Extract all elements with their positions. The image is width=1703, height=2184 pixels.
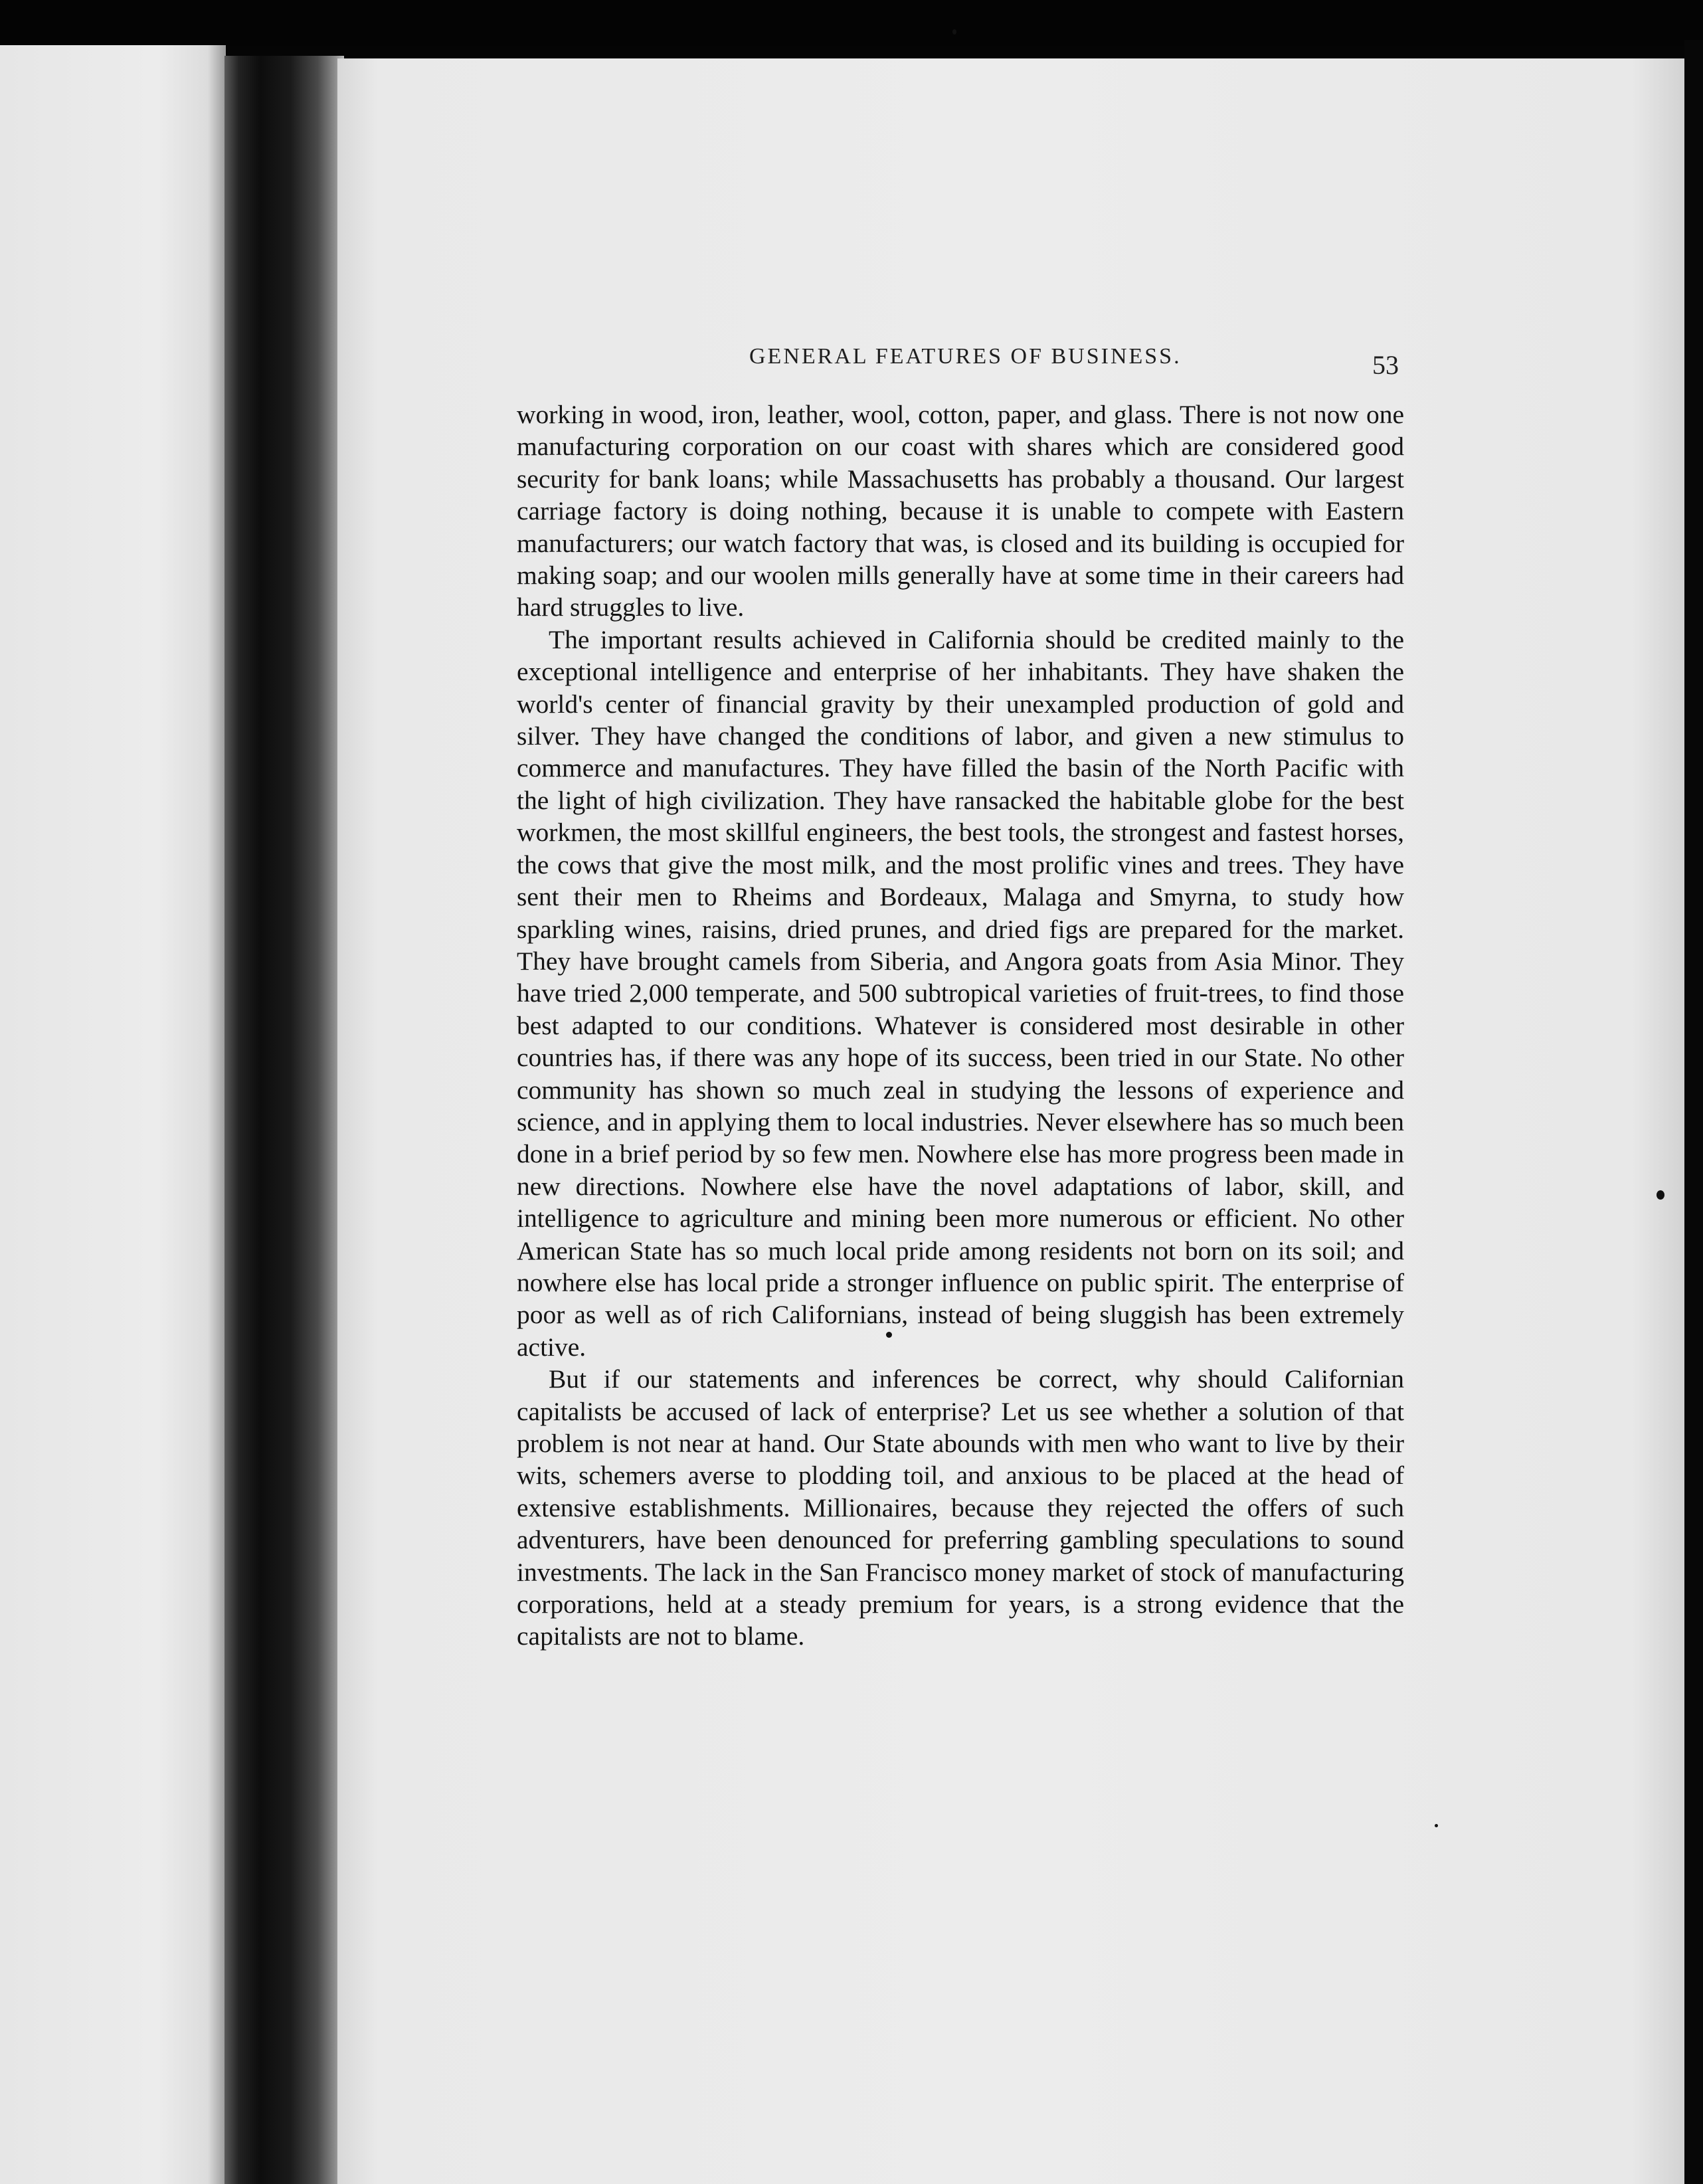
dust-speck xyxy=(1435,1824,1438,1827)
running-head: GENERAL FEATURES OF BUSINESS. xyxy=(749,344,1182,369)
paragraph: But if our statements and inferences be correct, why should Californian capitalists be accused of lack of enterprise? Let us see whether a solution of that problem is not near at hand. Our State abounds with men who want to live by their wits, schemers averse to plodding toil, and anxious to be placed at the head of extensive establishments. Millionaires, because they rejected the offers of such adventurers, have been denounced for preferring gambling speculations to sound investments. The lack in the San Francisco money market of stock of manufacturing corporations, held at a steady premium for years, is a strong evidence that the capitalists are not to blame. xyxy=(517,1364,1404,1651)
facing-page-edge xyxy=(0,45,226,2184)
dust-speck xyxy=(1657,1190,1664,1200)
page-number: 53 xyxy=(1372,350,1399,380)
scan-background-right xyxy=(1684,40,1703,2184)
body-text xyxy=(517,399,1404,1653)
paragraph: working in wood, iron, leather, wool, cotton, paper, and glass. There is not now one manufacturing corporation on our coast with shares which are considered good security for bank loans; while Massachusetts has probably a thousand. Our largest carriage factory is doing nothing, because it is unable to compete with Eastern manufacturers; our watch factory that was, is closed and its building is occupied for making soap; and our woolen mills generally have at some time in their careers had hard struggles to live. xyxy=(517,400,1404,622)
paragraph: The important results achieved in California should be credited mainly to the exceptional intelligence and enterprise of her inhabitants. They have shaken the world's center of financial gravity by their unexampled production of gold and silver. They have changed the conditions of labor, and given a new stimulus to commerce and manufactures. They have filled the basin of the North Pacific with the light of high civilization. They have ransacked the habitable globe for the best workmen, the most skillful engineers, the best tools, the strongest and fastest horses, the cows that give the most milk, and the most prolific vines and trees. They have sent their men to Rheims and Bordeaux, Malaga and Smyrna, to study how sparkling wines, raisins, dried prunes, and dried figs are prepared for the market. They have brought camels from Siberia, and Angora goats from Asia Minor. They have tried 2,000 temperate, and 500 subtropical varieties of fruit-trees, to find those best adapted to our conditions. Whatever is considered most desirable in other countries has, if there was any hope of its success, been tried in our State. No other community has shown so much zeal in studying the lessons of experience and science, and in applying them to local industries. Never elsewhere has so much been done in a brief period by so few men. Nowhere else has more progress been made in new directions. Nowhere else have the novel adaptations of labor, skill, and intelligence to agriculture and mining been more numerous or efficient. No other American State has so much local pride among residents not born on its soil; and nowhere else has local pride a stronger influence on public spirit. The enterprise of poor as well as of rich Californians, instead of being sluggish has been extremely active. xyxy=(517,624,1404,1362)
dust-speck xyxy=(952,29,956,35)
binding-gutter-shadow xyxy=(224,56,344,2184)
scan-background-top xyxy=(0,0,1703,46)
